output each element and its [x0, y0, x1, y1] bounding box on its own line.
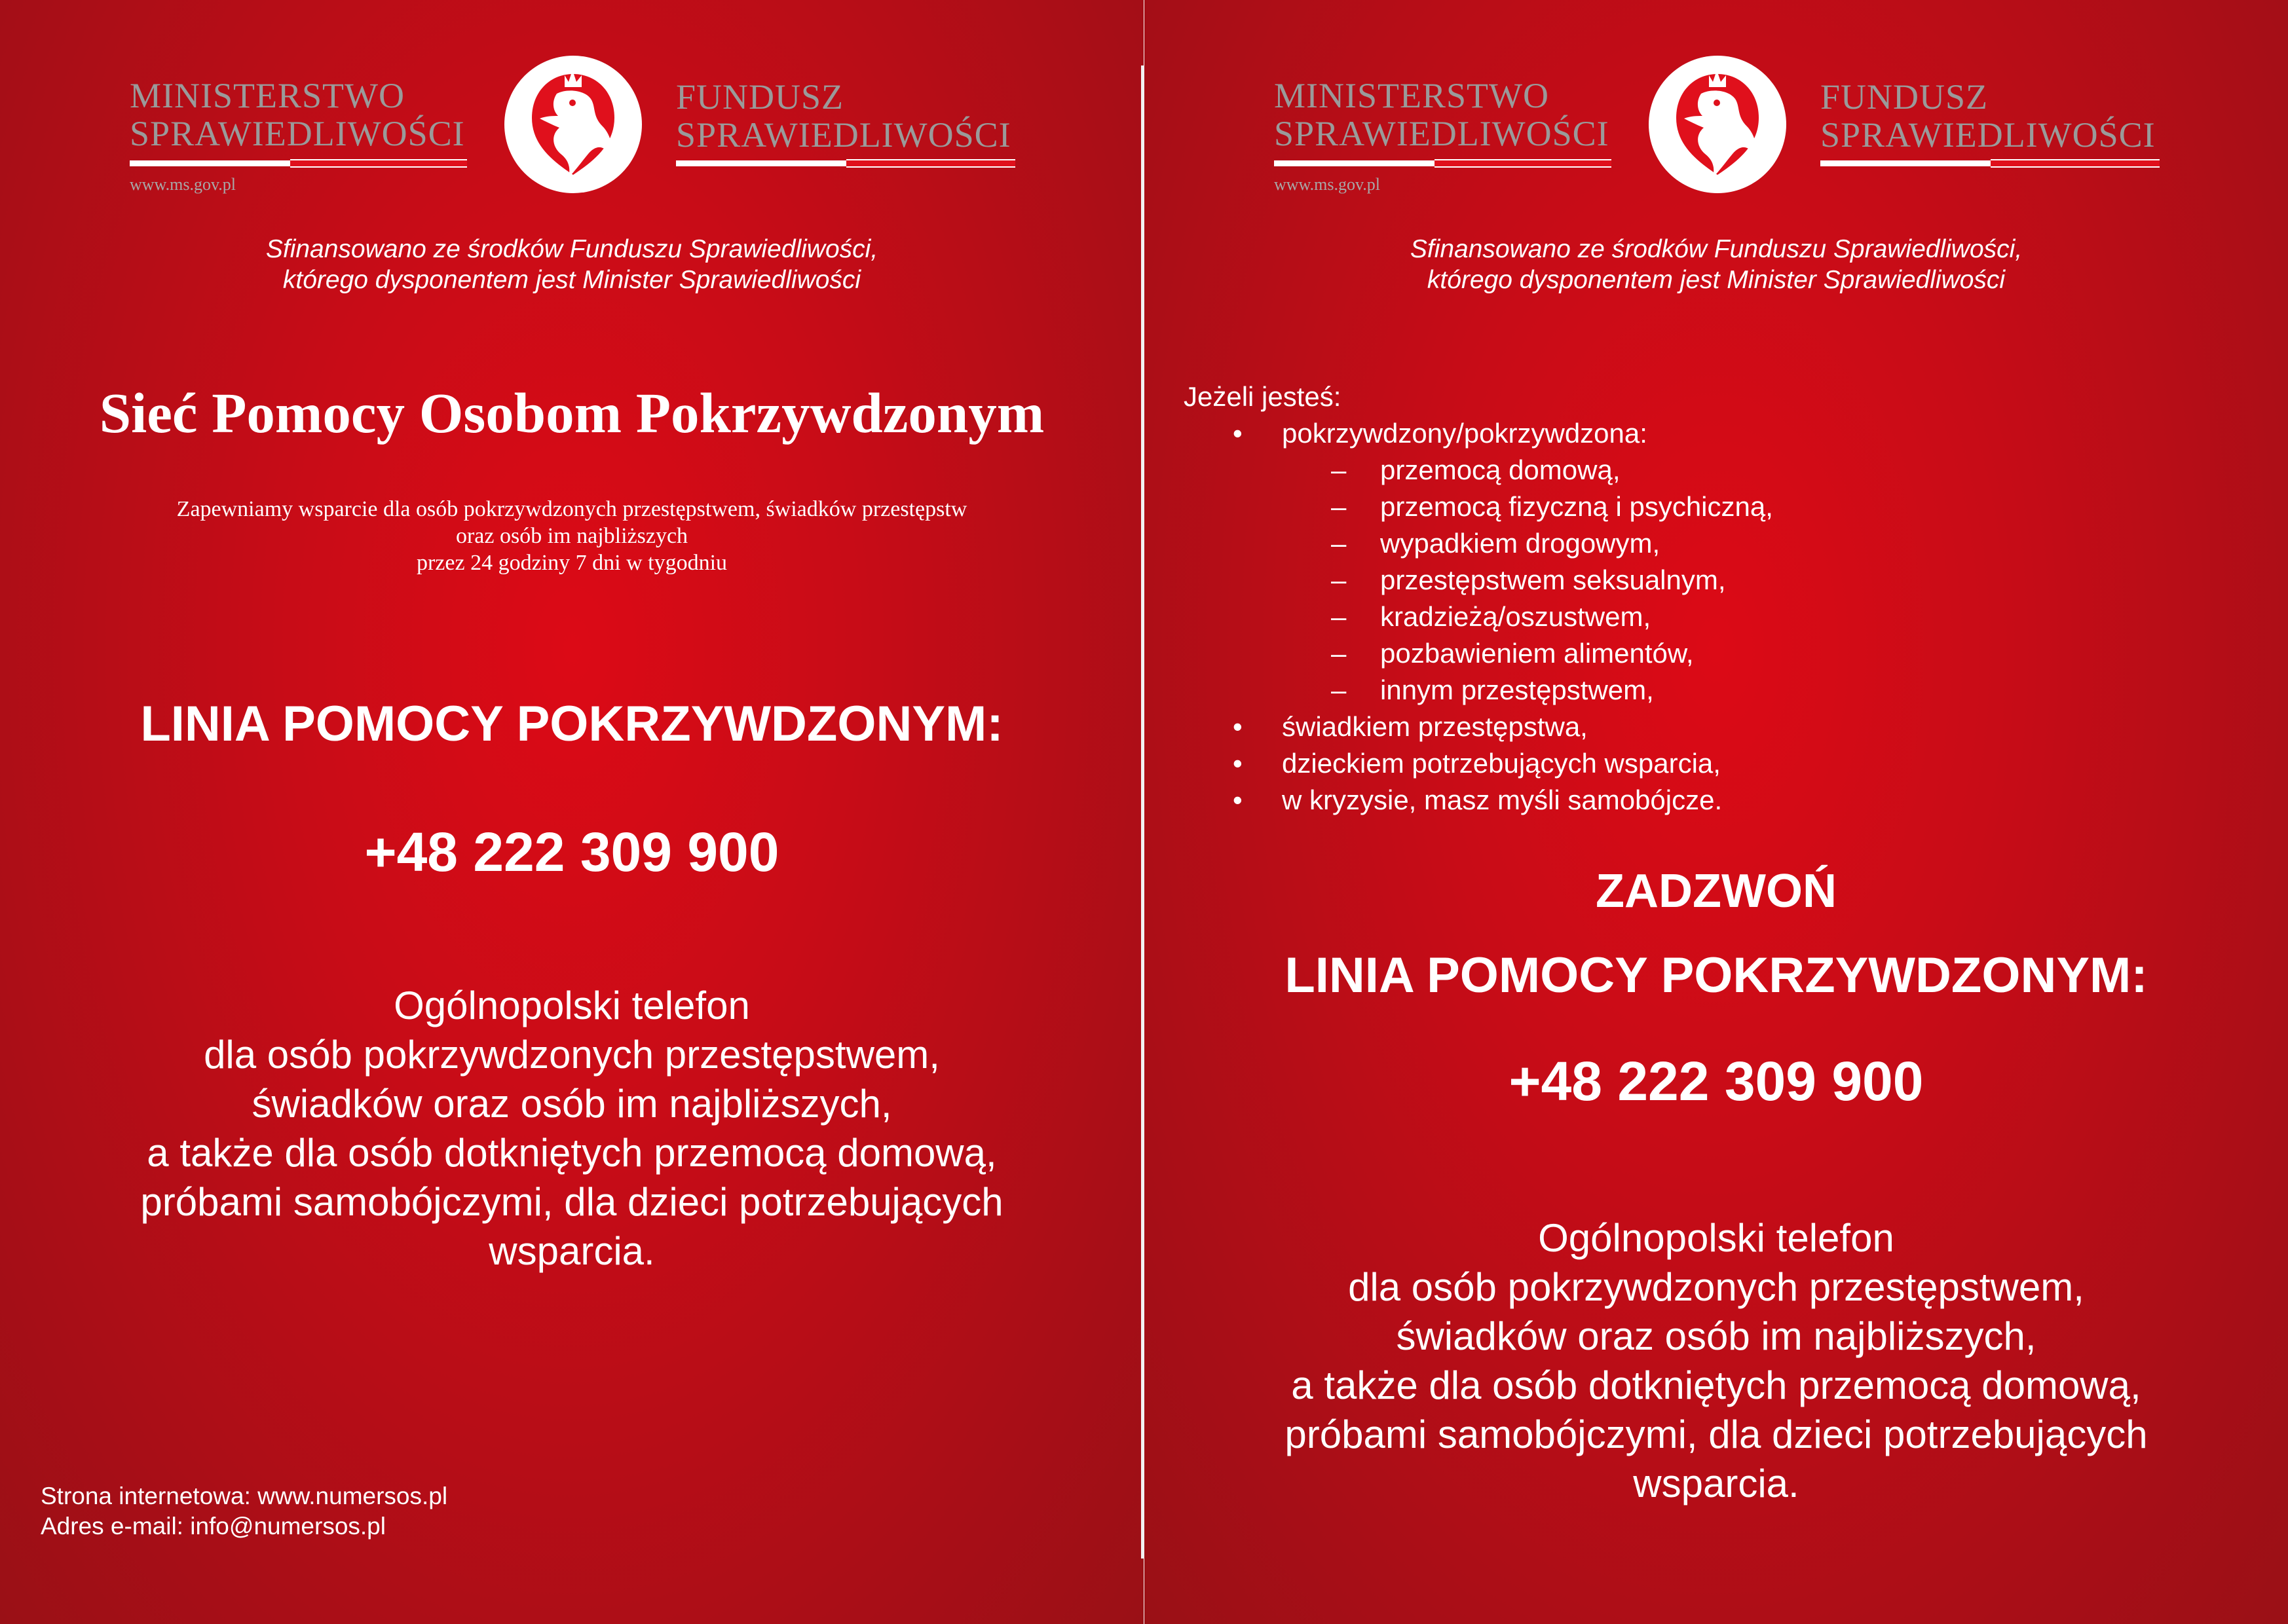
list-subitem-text: innym przestępstwem, — [1380, 674, 1654, 705]
ministry-url: www.ms.gov.pl — [1274, 175, 1381, 194]
eagle-emblem-icon — [504, 56, 642, 193]
support-line3: przez 24 godziny 7 dni w tygodniu — [416, 551, 728, 575]
support-line2: oraz osób im najbliższych — [455, 524, 688, 548]
email-link[interactable]: Adres e-mail: info@numersos.pl — [41, 1513, 386, 1540]
desc-line: dla osób pokrzywdzonych przestępstwem, — [1348, 1265, 2084, 1309]
hotline-description — [0, 981, 1144, 1276]
ministry-name — [1274, 77, 1609, 153]
header-logos — [124, 56, 1028, 206]
ministry-url: www.ms.gov.pl — [130, 175, 236, 194]
fund-bar-white — [676, 160, 846, 166]
ministry-line2: SPRAWIEDLIWOŚCI — [130, 114, 465, 153]
desc-line: a także dla osób dotkniętych przemocą domową, — [1291, 1363, 2141, 1407]
dash-icon: – — [1331, 528, 1347, 559]
dash-icon: – — [1331, 564, 1347, 595]
bullet-icon: • — [1233, 748, 1243, 779]
desc-line: próbami samobójczymi, dla dzieci potrzebujących — [140, 1180, 1003, 1224]
hotline-title: LINIA POMOCY POKRZYWDZONYM: — [1285, 948, 2148, 1003]
desc-line: wsparcia. — [1633, 1462, 1799, 1505]
fund-line2: SPRAWIEDLIWOŚCI — [1820, 115, 2156, 155]
desc-line: Ogólnopolski telefon — [1538, 1216, 1894, 1260]
bullet-icon: • — [1233, 418, 1243, 449]
fund-bar-white — [1820, 160, 1991, 166]
dash-icon: – — [1331, 491, 1347, 522]
bullet-icon: • — [1233, 784, 1243, 815]
call-heading: ZADZWOŃ — [1596, 865, 1837, 917]
fund-name — [676, 78, 1011, 154]
list-subitem-text: przemocą fizyczną i psychiczną, — [1380, 491, 1773, 522]
page-title: Sieć Pomocy Osobom Pokrzywdzonym — [99, 381, 1045, 445]
financed-line1: Sfinansowano ze środków Funduszu Sprawiedliwości, — [265, 235, 878, 263]
financed-line2: którego dysponentem jest Minister Sprawiedliwości — [1427, 266, 2006, 294]
financed-note — [1144, 234, 2288, 295]
list-subitem-text: kradzieżą/oszustwem, — [1380, 601, 1651, 632]
desc-line: próbami samobójczymi, dla dzieci potrzebujących — [1285, 1412, 2148, 1456]
hotline-title: LINIA POMOCY POKRZYWDZONYM: — [140, 696, 1003, 752]
dash-icon: – — [1331, 601, 1347, 632]
list-subitem-text: przestępstwem seksualnym, — [1380, 564, 1726, 595]
list-subitem-text: wypadkiem drogowym, — [1380, 528, 1660, 559]
dash-icon: – — [1331, 674, 1347, 705]
hotline-phone[interactable]: +48 222 309 900 — [364, 821, 779, 883]
ministry-line1: MINISTERSTWO — [130, 76, 405, 115]
desc-line: świadków oraz osób im najbliższych, — [252, 1082, 892, 1126]
fund-name — [1820, 78, 2156, 154]
fund-line2: SPRAWIEDLIWOŚCI — [676, 115, 1011, 155]
ministry-line1: MINISTERSTWO — [1274, 76, 1549, 115]
desc-line: Ogólnopolski telefon — [394, 984, 750, 1027]
eagle-emblem-icon — [1649, 56, 1786, 193]
support-line1: Zapewniamy wsparcie dla osób pokrzywdzonych przestępstwem, świadków przestępstw — [176, 497, 967, 521]
ministry-name — [130, 77, 465, 153]
website-link[interactable]: Strona internetowa: www.numersos.pl — [41, 1483, 448, 1509]
ministry-bar-white — [130, 160, 290, 166]
hotline-phone[interactable]: +48 222 309 900 — [1509, 1050, 1924, 1112]
list-item-text: w kryzysie, masz myśli samobójcze. — [1282, 784, 1723, 815]
bullet-icon: • — [1233, 711, 1243, 742]
ministry-line2: SPRAWIEDLIWOŚCI — [1274, 114, 1609, 153]
desc-line: a także dla osób dotkniętych przemocą domową, — [147, 1131, 997, 1175]
support-text — [0, 496, 1144, 576]
financed-line1: Sfinansowano ze środków Funduszu Sprawiedliwości, — [1410, 235, 2023, 263]
ministry-bar-white — [1274, 160, 1435, 166]
ministry-bar-red — [1435, 159, 1611, 168]
list-subitem-text: przemocą domową, — [1380, 454, 1621, 485]
header-logos — [1269, 56, 2173, 206]
dash-icon: – — [1331, 454, 1347, 485]
hotline-description — [1144, 1213, 2288, 1508]
fund-bar-red — [846, 159, 1015, 168]
fund-line1: FUNDUSZ — [676, 77, 844, 117]
right-page — [1144, 0, 2288, 1624]
desc-line: świadków oraz osób im najbliższych, — [1396, 1314, 2036, 1358]
financed-line2: którego dysponentem jest Minister Sprawiedliwości — [282, 266, 861, 294]
desc-line: wsparcia. — [489, 1229, 655, 1273]
financed-note — [0, 234, 1144, 295]
contact-info — [41, 1481, 447, 1541]
ministry-bar-red — [290, 159, 467, 168]
list-item-text: pokrzywdzony/pokrzywdzona: — [1282, 418, 1647, 449]
list-item-text: dzieckiem potrzebujących wsparcia, — [1282, 748, 1721, 779]
fund-line1: FUNDUSZ — [1820, 77, 1989, 117]
dash-icon: – — [1331, 638, 1347, 669]
list-intro: Jeżeli jesteś: — [1184, 381, 1341, 412]
list-item-text: świadkiem przestępstwa, — [1282, 711, 1588, 742]
fund-bar-red — [1991, 159, 2160, 168]
list-subitem-text: pozbawieniem alimentów, — [1380, 638, 1694, 669]
desc-line: dla osób pokrzywdzonych przestępstwem, — [204, 1033, 940, 1077]
